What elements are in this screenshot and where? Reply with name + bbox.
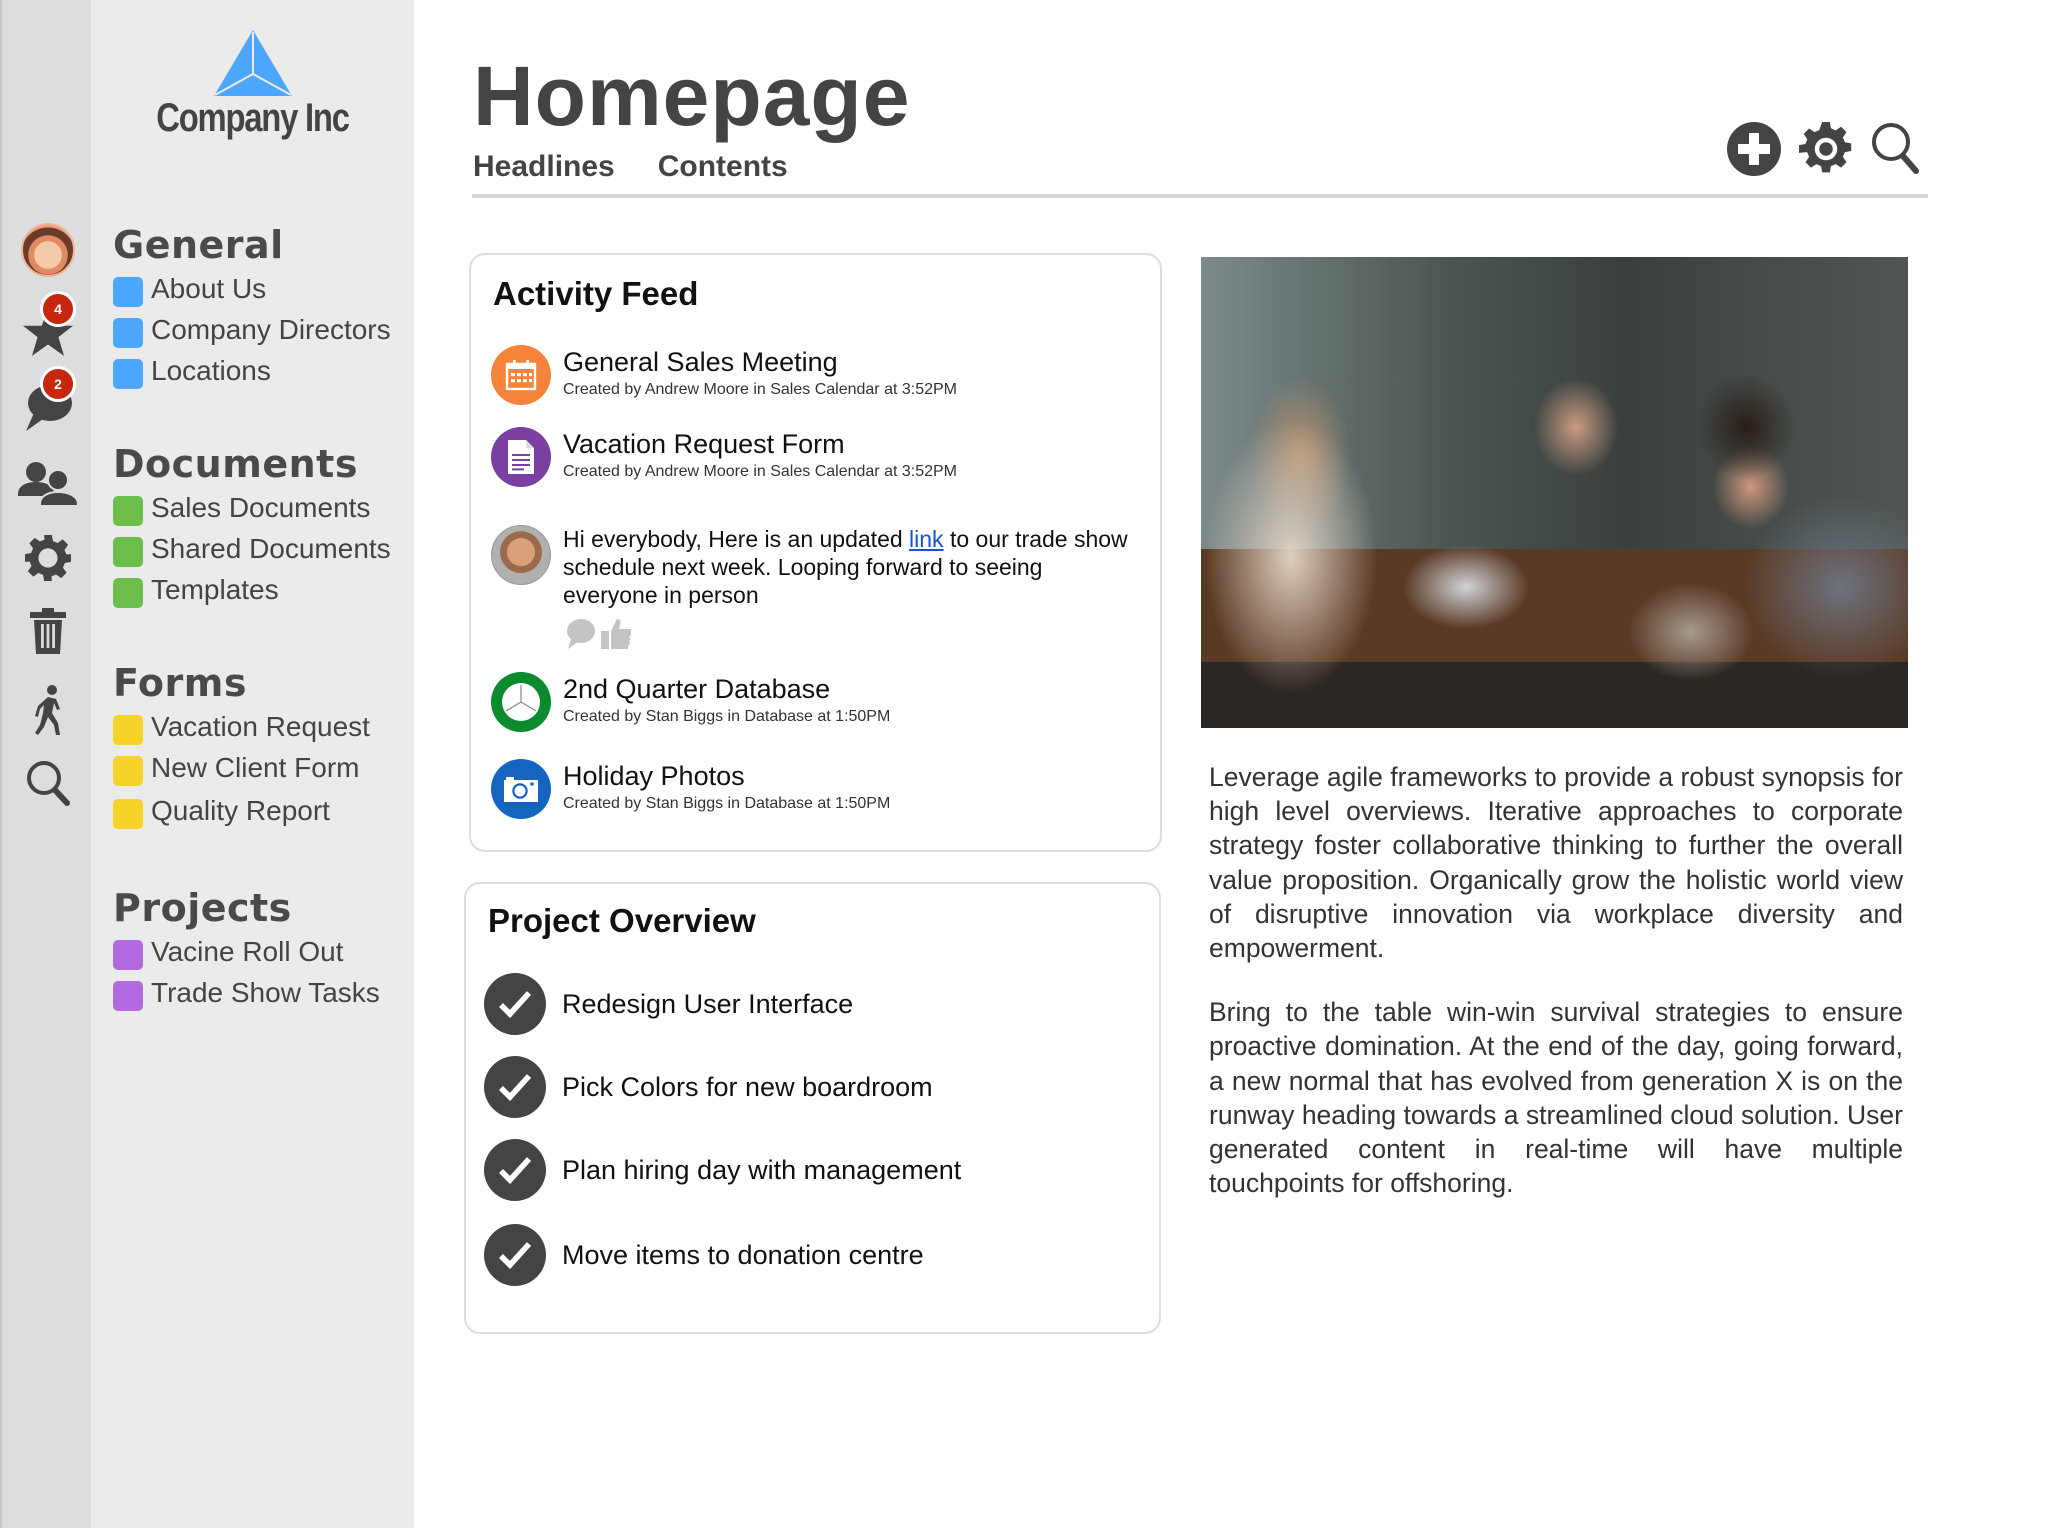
task-label: Pick Colors for new boardroom (562, 1071, 933, 1102)
post-link[interactable]: link (909, 526, 944, 552)
task-item[interactable] (484, 1224, 924, 1286)
feed-item-title: 2nd Quarter Database (563, 674, 831, 704)
rail-avatar-button[interactable] (2, 220, 93, 280)
purple-square-icon (113, 981, 143, 1011)
post-text-after: to our trade show schedule next week. Looping forward to seeing everyone in person (563, 526, 1128, 608)
blue-square-icon (113, 318, 143, 348)
card-title: Project Overview (488, 902, 756, 939)
checkmark-icon (498, 1156, 532, 1184)
article-paragraph: Bring to the table win-win survival strategies to ensure proactive domination. At the end of the day, going forward, a new normal that has evolved from generation X is on the runway heading towards a streamlined cloud solution. User generated content in real-time will have multiple touchpoints for offshoring. (1209, 997, 1903, 1199)
comment-bubble-icon (565, 617, 595, 649)
nav-section-documents (113, 441, 391, 610)
company-name: Company Inc (156, 96, 349, 140)
feed-item[interactable] (491, 759, 1140, 819)
checkmark-icon (498, 1241, 532, 1269)
comment-button[interactable] (565, 617, 595, 654)
sidebar-item-vacation-request[interactable] (113, 706, 370, 747)
sidebar-item-templates[interactable] (113, 569, 391, 610)
yellow-square-icon (113, 715, 143, 745)
company-logo[interactable] (91, 30, 414, 141)
like-button[interactable] (601, 617, 633, 654)
search-button[interactable] (1871, 122, 1921, 181)
tab-contents[interactable]: Contents (657, 150, 788, 183)
sidebar-item-label: Shared Documents (151, 532, 391, 564)
project-overview-card (464, 882, 1161, 1334)
document-icon (491, 427, 551, 487)
feed-item-title: Holiday Photos (563, 761, 745, 791)
article-paragraph: Leverage agile frameworks to provide a robust synopsis for high level overviews. Iterative approaches to corporate strategy foster collaborative thinking to further the overall value proposition. Organically grow the holistic world view of disruptive innovation via workplace diversity and empowerment. (1209, 762, 1903, 964)
activity-feed-card (469, 253, 1162, 852)
rail-search-button[interactable] (2, 753, 93, 813)
feed-post (491, 525, 1140, 655)
calendar-icon (491, 345, 551, 405)
camera-icon (491, 759, 551, 819)
rail-favorites-button[interactable] (2, 303, 93, 363)
feed-item-subtitle: Created by Stan Biggs in Database at 1:50PM (563, 708, 891, 725)
add-button[interactable] (1727, 122, 1781, 181)
yellow-square-icon (113, 756, 143, 786)
task-checkbox[interactable] (484, 1139, 546, 1201)
favorites-badge: 4 (40, 291, 76, 327)
task-item[interactable] (484, 1056, 933, 1118)
task-checkbox[interactable] (484, 1056, 546, 1118)
messages-badge: 2 (40, 366, 76, 402)
green-square-icon (113, 537, 143, 567)
sidebar-item-label: New Client Form (151, 751, 360, 783)
sidebar-item-shared-documents[interactable] (113, 528, 391, 569)
purple-square-icon (113, 940, 143, 970)
sidebar-item-label: Vacation Request (151, 710, 370, 742)
checkmark-icon (498, 990, 532, 1018)
search-icon (26, 760, 70, 806)
header-actions (1727, 122, 1921, 181)
thumbs-up-icon (601, 617, 633, 649)
rail-activity-button[interactable] (2, 680, 93, 740)
post-actions (565, 617, 633, 654)
header-tabs (473, 150, 788, 184)
task-label: Move items to donation centre (562, 1239, 924, 1270)
team-photo (1201, 257, 1908, 728)
sidebar-item-vacine-roll-out[interactable] (113, 931, 380, 972)
search-icon (1871, 122, 1921, 176)
sidebar-item-label: Sales Documents (151, 491, 371, 523)
feed-item[interactable] (491, 345, 1140, 405)
green-square-icon (113, 578, 143, 608)
nav-sidebar (91, 0, 414, 1528)
green-square-icon (113, 496, 143, 526)
icon-rail (0, 0, 91, 1528)
nav-section-general (113, 222, 391, 391)
settings-button[interactable] (1799, 122, 1853, 181)
feed-item[interactable] (491, 427, 1140, 487)
post-text-before: Hi everybody, Here is an updated (563, 526, 910, 552)
sidebar-item-trade-show-tasks[interactable] (113, 972, 380, 1013)
sidebar-item-about-us[interactable] (113, 268, 391, 309)
feed-item-title: General Sales Meeting (563, 347, 838, 377)
sidebar-item-quality-report[interactable] (113, 788, 370, 833)
sidebar-item-label: Quality Report (151, 794, 330, 826)
rail-settings-button[interactable] (2, 528, 93, 588)
page-title: Homepage (473, 49, 911, 143)
checkmark-icon (498, 1073, 532, 1101)
task-item[interactable] (484, 1139, 961, 1201)
rail-messages-button[interactable] (2, 378, 93, 438)
nav-heading: Forms (113, 661, 247, 705)
sidebar-item-locations[interactable] (113, 350, 391, 391)
poster-avatar[interactable] (491, 525, 551, 585)
feed-item-subtitle: Created by Stan Biggs in Database at 1:50PM (563, 795, 891, 812)
nav-section-forms (113, 660, 370, 833)
feed-item[interactable] (491, 672, 1140, 732)
rail-trash-button[interactable] (2, 601, 93, 661)
nav-section-projects (113, 885, 380, 1013)
sidebar-item-label: Vacine Roll Out (151, 935, 344, 967)
gear-icon (1799, 122, 1853, 176)
sidebar-item-label: About Us (151, 272, 267, 304)
walking-person-icon (30, 685, 66, 735)
card-title: Activity Feed (493, 275, 699, 312)
task-checkbox[interactable] (484, 1224, 546, 1286)
sidebar-item-new-client-form[interactable] (113, 747, 370, 788)
task-item[interactable] (484, 973, 853, 1035)
yellow-square-icon (113, 799, 143, 829)
sidebar-item-label: Trade Show Tasks (151, 976, 380, 1008)
sidebar-item-label: Locations (151, 354, 271, 386)
plus-circle-icon (1727, 122, 1781, 176)
task-label: Plan hiring day with management (562, 1154, 962, 1185)
feed-item-subtitle: Created by Andrew Moore in Sales Calendar at 3:52PM (563, 463, 957, 480)
users-icon (18, 460, 78, 506)
task-checkbox[interactable] (484, 973, 546, 1035)
article-text (1209, 760, 1903, 1230)
header-divider (472, 194, 1928, 198)
post-text (563, 525, 1143, 609)
nav-heading: Projects (113, 886, 292, 930)
database-icon (491, 672, 551, 732)
blue-square-icon (113, 277, 143, 307)
sidebar-item-sales-documents[interactable] (113, 487, 391, 528)
rail-contacts-button[interactable] (2, 453, 93, 513)
tab-headlines[interactable]: Headlines (473, 150, 615, 183)
nav-heading: General (113, 223, 284, 267)
feed-item-subtitle: Created by Andrew Moore in Sales Calendar at 3:52PM (563, 381, 957, 398)
nav-heading: Documents (113, 442, 358, 486)
sidebar-item-label: Templates (151, 573, 279, 605)
feed-item-title: Vacation Request Form (563, 429, 845, 459)
user-avatar (21, 223, 75, 277)
pyramid-logo-icon (214, 30, 292, 98)
blue-square-icon (113, 359, 143, 389)
sidebar-item-company-directors[interactable] (113, 309, 391, 350)
trash-icon (30, 608, 66, 654)
task-label: Redesign User Interface (562, 988, 854, 1019)
gear-icon (25, 535, 71, 581)
sidebar-item-label: Company Directors (151, 313, 391, 345)
